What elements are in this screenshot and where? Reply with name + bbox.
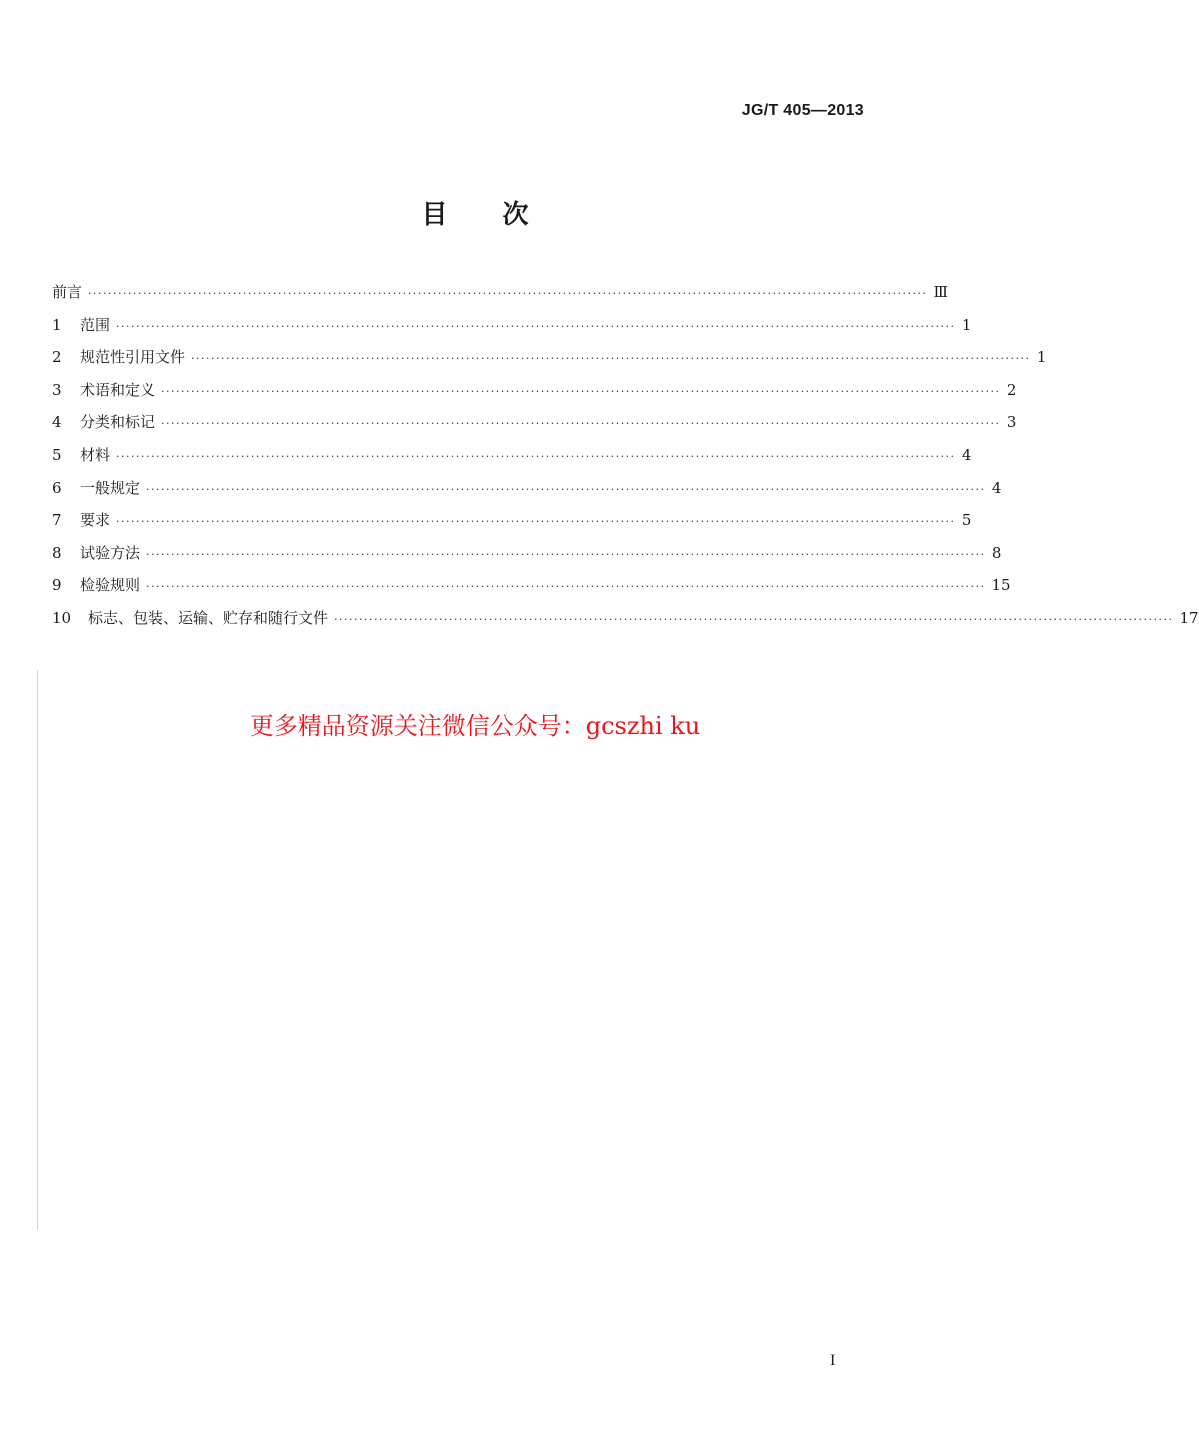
toc-entry-number: 6: [52, 478, 62, 497]
toc-entry-number: 4: [52, 413, 62, 432]
toc-leader-dots: ········································································································································································: [146, 580, 986, 594]
toc-entry[interactable]: [52, 606, 1199, 639]
toc-leader-dots: ········································································································································································: [116, 449, 956, 463]
toc-entry[interactable]: [52, 573, 1011, 606]
toc-entry[interactable]: [52, 345, 1047, 378]
toc-entry[interactable]: [52, 378, 1017, 411]
toc-leader-dots: ········································································································································································: [146, 482, 986, 496]
toc-entry-label: 分类和标记: [80, 413, 156, 432]
toc-entry-label: 前言: [52, 283, 83, 301]
toc-entry-page: 2: [1006, 380, 1017, 399]
toc-leader-dots: ········································································································································································: [146, 547, 986, 561]
toc-entry-label: 标志、包装、运输、贮存和随行文件: [88, 608, 329, 627]
page-number: I: [830, 1352, 836, 1369]
toc-entry-page: 5: [961, 511, 972, 530]
toc-entry-page: 1: [961, 315, 972, 334]
toc-entry-number: 2: [52, 348, 62, 367]
toc-entry-number: 7: [52, 511, 62, 530]
toc-entry-number: 3: [52, 380, 62, 399]
toc-entry-label: 检验规则: [80, 576, 141, 595]
toc-entry[interactable]: [52, 410, 1017, 443]
toc-leader-dots: ········································································································································································: [191, 352, 1031, 366]
toc-entry-label: 一般规定: [80, 478, 141, 497]
toc-title: 目 次: [421, 200, 529, 230]
toc-entry-label: 材料: [80, 445, 111, 464]
toc-leader-dots: ········································································································································································: [116, 319, 956, 333]
toc-entry-page: 4: [961, 445, 972, 464]
toc-entry-label: 术语和定义: [80, 380, 156, 399]
scan-binding-edge: [37, 670, 38, 1230]
toc-leader-dots: ········································································································································································: [161, 384, 1001, 398]
toc-entry-page: 8: [991, 543, 1002, 562]
standard-code: JG/T 405—2013: [741, 102, 864, 119]
toc-entry[interactable]: [52, 313, 972, 346]
toc-entry-label: 规范性引用文件: [80, 348, 186, 367]
toc-entry-number: 9: [52, 576, 62, 595]
table-of-contents: [52, 280, 1199, 639]
toc-leader-dots: ········································································································································································: [116, 515, 956, 529]
toc-entry-page: Ⅲ: [933, 283, 948, 301]
toc-entry-page: 15: [991, 576, 1011, 595]
toc-leader-dots: ········································································································································································: [334, 612, 1174, 626]
toc-entry-label: 试验方法: [80, 543, 141, 562]
promo-watermark-text: 更多精品资源关注微信公众号：gcszhi ku: [249, 712, 701, 740]
toc-entry[interactable]: [52, 476, 1002, 509]
toc-entry-page: 1: [1036, 348, 1047, 367]
toc-leader-dots: ········································································································································································: [161, 417, 1001, 431]
toc-entry-label: 范围: [80, 315, 111, 334]
toc-entry-number: 1: [52, 315, 62, 334]
toc-entry[interactable]: [52, 541, 1002, 574]
toc-entry-label: 要求: [80, 511, 111, 530]
toc-entry-number: 8: [52, 543, 62, 562]
toc-entry-page: 3: [1006, 413, 1017, 432]
toc-entry[interactable]: [52, 508, 972, 541]
toc-entry[interactable]: [52, 280, 948, 313]
toc-entry-page: 17: [1179, 608, 1199, 627]
toc-entry-number: 5: [52, 445, 62, 464]
toc-entry[interactable]: [52, 443, 972, 476]
toc-leader-dots: ········································································································································································: [88, 287, 928, 300]
toc-entry-page: 4: [991, 478, 1002, 497]
toc-entry-number: 10: [52, 608, 72, 627]
